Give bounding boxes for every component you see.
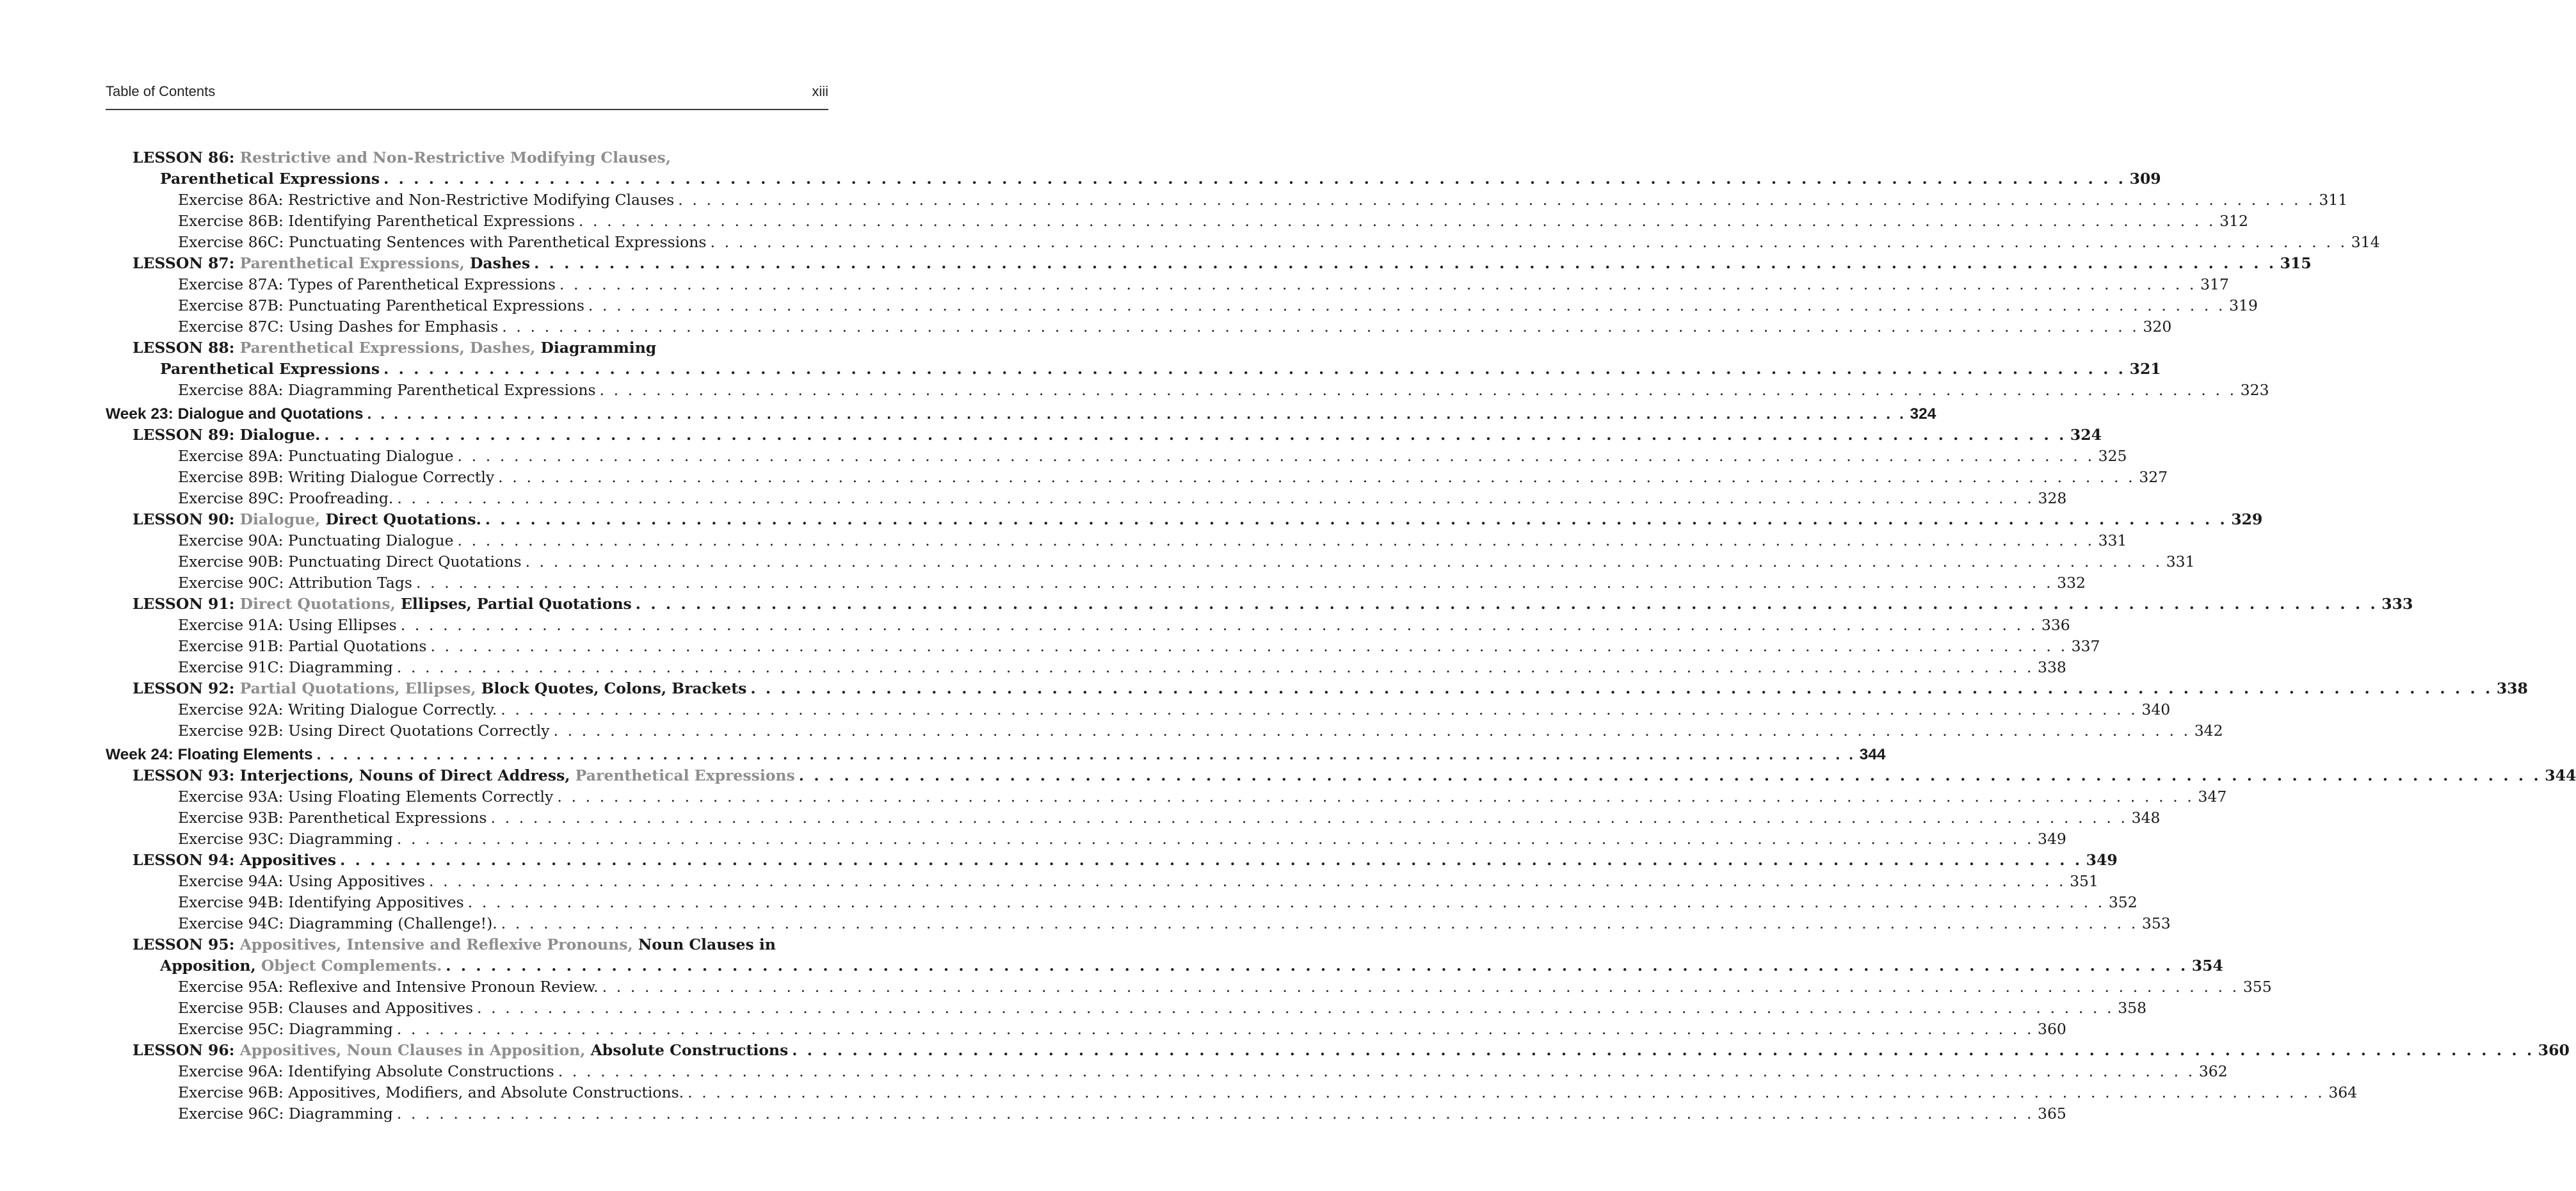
toc-exercise-entry[interactable] <box>106 998 2147 1019</box>
lesson-number: LESSON 96: <box>133 1041 235 1059</box>
entry-text: Exercise 92B: Using Direct Quotations Correctly <box>178 722 550 740</box>
dot-leader <box>397 1019 2034 1040</box>
running-header <box>106 83 828 110</box>
entry-text: Exercise 96B: Appositives, Modifiers, and Absolute Constructions. <box>178 1083 684 1101</box>
entry-text: Exercise 93C: Diagramming <box>178 830 393 848</box>
entry-title <box>106 744 313 765</box>
entry-title <box>178 636 426 657</box>
entry-title <box>178 720 550 741</box>
page-number: 351 <box>2070 872 2098 890</box>
entry-title <box>178 530 453 551</box>
toc-exercise-entry[interactable] <box>106 295 2258 316</box>
page-number: 337 <box>2071 637 2100 655</box>
lesson-number: LESSON 92: <box>133 679 235 697</box>
dot-leader <box>429 871 2066 892</box>
toc-exercise-entry[interactable] <box>106 572 2086 594</box>
entry-text: Exercise 96A: Identifying Absolute Constructions <box>178 1062 554 1080</box>
entry-title <box>178 657 393 678</box>
toc-lesson-entry[interactable] <box>106 594 2413 615</box>
lesson-number: LESSON 90: <box>133 510 235 528</box>
dot-leader <box>317 744 1856 765</box>
toc-exercise-entry[interactable] <box>106 551 2195 572</box>
page-number: 324 <box>1910 405 1936 423</box>
dot-leader <box>457 446 2094 467</box>
new-topics: Absolute Constructions <box>590 1041 789 1059</box>
toc-week-entry[interactable] <box>106 403 1936 425</box>
toc-exercise-entry[interactable] <box>106 211 2248 232</box>
entry-text: Exercise 93A: Using Floating Elements Correctly <box>178 788 554 806</box>
entry-text: Exercise 88A: Diagramming Parenthetical Expressions <box>178 381 596 399</box>
dot-leader <box>501 913 2138 934</box>
entry-title <box>178 807 487 829</box>
entry-text: Exercise 89C: Proofreading. <box>178 489 394 507</box>
entry-title <box>178 446 453 467</box>
toc-lesson-continuation[interactable] <box>106 955 2223 976</box>
lesson-number: LESSON 86: <box>133 149 235 166</box>
new-topics: Noun Clauses in <box>638 936 776 953</box>
page-number: 353 <box>2141 914 2171 932</box>
dot-leader <box>711 232 2347 253</box>
entry-text: Exercise 90C: Attribution Tags <box>178 574 412 592</box>
page-number: 344 <box>2545 766 2576 784</box>
entry-title <box>178 892 464 913</box>
entry-title <box>178 380 596 401</box>
page-number: 338 <box>2496 679 2528 697</box>
entry-text: Exercise 89B: Writing Dialogue Correctly <box>178 468 495 486</box>
dot-leader <box>397 657 2034 678</box>
dot-leader <box>383 359 2126 380</box>
toc-lesson-entry[interactable] <box>106 425 2102 446</box>
table-of-contents <box>106 147 2576 1124</box>
dot-leader <box>557 786 2194 807</box>
new-topics: Direct Quotations. <box>325 510 481 528</box>
entry-title <box>133 594 632 615</box>
entry-text: Exercise 94A: Using Appositives <box>178 872 425 890</box>
dot-leader <box>430 636 2067 657</box>
page-number: 349 <box>2038 830 2066 848</box>
new-topics: Parenthetical Expressions <box>160 170 380 188</box>
toc-exercise-entry[interactable] <box>106 871 2098 892</box>
review-topics: Dialogue, <box>239 510 321 528</box>
toc-exercise-entry[interactable] <box>106 657 2066 678</box>
entry-text: Exercise 86B: Identifying Parenthetical Expressions <box>178 212 575 230</box>
review-topics-trailing: Object Complements. <box>261 957 442 975</box>
toc-exercise-entry[interactable] <box>106 446 2127 467</box>
dot-leader <box>477 998 2114 1019</box>
dot-leader <box>554 720 2191 741</box>
new-topics: Diagramming <box>540 339 657 357</box>
toc-lesson-entry[interactable] <box>106 934 828 955</box>
entry-text: Exercise 86A: Restrictive and Non-Restrictive Modifying Clauses <box>178 191 675 209</box>
toc-exercise-entry[interactable] <box>106 720 2223 741</box>
toc-exercise-entry[interactable] <box>106 530 2127 551</box>
entry-title <box>178 274 556 295</box>
page-number: 327 <box>2139 468 2168 486</box>
entry-text: Week 24: Floating Elements <box>106 746 313 763</box>
entry-title <box>178 488 393 509</box>
dot-leader <box>678 190 2315 211</box>
entry-title <box>133 850 336 871</box>
dot-leader <box>367 403 1906 425</box>
entry-title <box>178 829 393 850</box>
entry-title <box>178 1019 393 1040</box>
entry-title <box>178 1103 393 1124</box>
entry-title <box>133 678 746 699</box>
review-topics: Partial Quotations, Ellipses, <box>239 679 476 697</box>
dot-leader <box>602 976 2239 998</box>
lesson-number: LESSON 89: <box>133 426 235 444</box>
toc-exercise-entry[interactable] <box>106 786 2227 807</box>
entry-text: Exercise 93B: Parenthetical Expressions <box>178 809 487 827</box>
entry-text: Exercise 95A: Reflexive and Intensive Pronoun Review. <box>178 978 599 996</box>
entry-text: Exercise 94B: Identifying Appositives <box>178 893 464 911</box>
toc-lesson-entry[interactable] <box>106 850 2118 871</box>
dot-leader <box>340 850 2082 871</box>
review-topics: Appositives, Noun Clauses in Apposition, <box>239 1041 586 1059</box>
page-number: 311 <box>2319 191 2348 209</box>
entry-title <box>133 337 656 359</box>
lesson-number: LESSON 88: <box>133 339 235 357</box>
header-title: Table of Contents <box>106 83 216 99</box>
page-number: 317 <box>2200 275 2229 293</box>
toc-lesson-entry[interactable] <box>106 509 2263 530</box>
page-number: 355 <box>2242 978 2272 996</box>
review-topics-trailing: Parenthetical Expressions <box>575 766 795 784</box>
dot-leader <box>688 1082 2324 1103</box>
entry-title <box>178 211 575 232</box>
entry-text: Week 23: Dialogue and Quotations <box>106 405 364 423</box>
dot-leader <box>600 380 2237 401</box>
dot-leader <box>416 572 2053 594</box>
entry-text: Exercise 95C: Diagramming <box>178 1020 393 1038</box>
page-number: 328 <box>2038 489 2067 507</box>
toc-exercise-entry[interactable] <box>106 913 2171 934</box>
new-topics: Dialogue. <box>239 426 321 444</box>
entry-title <box>178 572 412 594</box>
page-number: 331 <box>2098 531 2127 549</box>
page-number: 329 <box>2231 510 2263 528</box>
page-number: 338 <box>2038 658 2066 676</box>
toc-exercise-entry[interactable] <box>106 976 2272 998</box>
new-topics: Apposition, <box>160 957 256 975</box>
new-topics: Interjections, Nouns of Direct Address, <box>239 766 570 784</box>
entry-title <box>178 699 497 720</box>
page-number: 352 <box>2108 893 2137 911</box>
new-topics: Dashes <box>470 254 531 272</box>
entry-text: Exercise 91C: Diagramming <box>178 658 393 676</box>
dot-leader <box>485 509 2228 530</box>
dot-leader <box>490 807 2127 829</box>
review-topics: Parenthetical Expressions, <box>239 254 465 272</box>
entry-title <box>178 871 425 892</box>
page-number: 354 <box>2191 957 2223 975</box>
dot-leader <box>501 699 2137 720</box>
page-number: 344 <box>1859 746 1886 763</box>
page-number: 331 <box>2166 553 2195 571</box>
dot-leader <box>397 1103 2034 1124</box>
dot-leader <box>799 765 2541 786</box>
entry-text: Exercise 87A: Types of Parenthetical Expressions <box>178 275 556 293</box>
toc-exercise-entry[interactable] <box>106 1082 2358 1103</box>
lesson-number: LESSON 95: <box>133 936 235 953</box>
dot-leader <box>468 892 2105 913</box>
entry-title <box>178 1082 684 1103</box>
review-topics: Appositives, Intensive and Reflexive Pronouns, <box>239 936 633 953</box>
toc-exercise-entry[interactable] <box>106 699 2171 720</box>
page-number: 349 <box>2086 851 2118 869</box>
entry-text: Exercise 91B: Partial Quotations <box>178 637 427 655</box>
dot-leader <box>397 829 2034 850</box>
entry-title <box>178 467 494 488</box>
dot-leader <box>559 274 2196 295</box>
new-topics: Ellipses, Partial Quotations <box>401 595 632 613</box>
toc-exercise-entry[interactable] <box>106 892 2137 913</box>
dot-leader <box>526 551 2162 572</box>
page-number: 333 <box>2381 595 2413 613</box>
page-number: 362 <box>2198 1062 2228 1080</box>
page-number: 325 <box>2098 447 2127 465</box>
entry-title <box>133 765 795 786</box>
entry-title <box>178 615 397 636</box>
entry-text: Exercise 95B: Clauses and Appositives <box>178 999 474 1017</box>
dot-leader <box>383 168 2126 190</box>
toc-exercise-entry[interactable] <box>106 1103 2066 1124</box>
toc-lesson-entry[interactable] <box>106 253 2312 274</box>
page-number: 319 <box>2229 296 2258 314</box>
toc-lesson-entry[interactable] <box>106 765 2576 786</box>
entry-text: Exercise 92A: Writing Dialogue Correctly. <box>178 701 497 718</box>
dot-leader <box>558 1061 2195 1082</box>
toc-lesson-entry[interactable] <box>106 147 828 168</box>
page-number: 348 <box>2131 809 2161 827</box>
page-number: 324 <box>2070 426 2102 444</box>
toc-lesson-continuation[interactable] <box>106 168 2161 190</box>
lesson-number: LESSON 93: <box>133 766 235 784</box>
toc-exercise-entry[interactable] <box>106 190 2348 211</box>
toc-exercise-entry[interactable] <box>106 807 2161 829</box>
entry-text: Exercise 91A: Using Ellipses <box>178 616 397 634</box>
entry-title <box>133 253 530 274</box>
entry-text: Exercise 96C: Diagramming <box>178 1105 393 1122</box>
toc-exercise-entry[interactable] <box>106 380 2269 401</box>
toc-exercise-entry[interactable] <box>106 1061 2228 1082</box>
review-topics: Parenthetical Expressions, Dashes, <box>239 339 536 357</box>
entry-title <box>160 955 442 976</box>
page-number: 364 <box>2328 1083 2358 1101</box>
entry-title <box>160 168 380 190</box>
entry-title <box>178 295 584 316</box>
entry-title <box>160 359 380 380</box>
toc-exercise-entry[interactable] <box>106 1019 2066 1040</box>
dot-leader <box>579 211 2216 232</box>
entry-title <box>178 913 497 934</box>
entry-title <box>178 998 473 1019</box>
entry-title <box>178 551 522 572</box>
page-number: 321 <box>2129 360 2161 378</box>
dot-leader <box>446 955 2188 976</box>
toc-exercise-entry[interactable] <box>106 232 2380 253</box>
page-number: 342 <box>2194 722 2223 740</box>
lesson-number: LESSON 94: <box>133 851 235 869</box>
dot-leader <box>792 1040 2534 1061</box>
toc-week-entry[interactable] <box>106 744 1886 765</box>
toc-lesson-entry[interactable] <box>106 1040 2570 1061</box>
page-number: 358 <box>2118 999 2147 1017</box>
dot-leader <box>457 530 2094 551</box>
new-topics: Appositives <box>239 851 337 869</box>
page-number: 320 <box>2143 318 2172 336</box>
toc-lesson-continuation[interactable] <box>106 359 2161 380</box>
entry-title <box>178 232 707 253</box>
toc-exercise-entry[interactable] <box>106 316 2172 337</box>
entry-title <box>178 786 553 807</box>
entry-title <box>178 1061 554 1082</box>
page-number: 332 <box>2057 574 2086 592</box>
entry-text: Exercise 87B: Punctuating Parenthetical Expressions <box>178 296 584 314</box>
entry-text: Exercise 90B: Punctuating Direct Quotations <box>178 553 522 571</box>
dot-leader <box>324 425 2066 446</box>
toc-exercise-entry[interactable] <box>106 615 2070 636</box>
entry-title <box>106 403 364 425</box>
toc-lesson-entry[interactable] <box>106 337 828 359</box>
entry-title <box>133 1040 788 1061</box>
page-number: 315 <box>2280 254 2312 272</box>
dot-leader <box>401 615 2038 636</box>
entry-title <box>178 190 674 211</box>
page-number: 347 <box>2198 788 2227 806</box>
review-topics: Restrictive and Non-Restrictive Modifying Clauses, <box>239 149 671 166</box>
page-number: 360 <box>2038 1020 2066 1038</box>
lesson-number: LESSON 91: <box>133 595 235 613</box>
new-topics: Parenthetical Expressions <box>160 360 380 378</box>
review-topics: Direct Quotations, <box>239 595 396 613</box>
page-number: 360 <box>2538 1041 2570 1059</box>
page-number: 309 <box>2129 170 2161 188</box>
page-number: 336 <box>2041 616 2070 634</box>
dot-leader <box>636 594 2378 615</box>
toc-exercise-entry[interactable] <box>106 829 2066 850</box>
toc-exercise-entry[interactable] <box>106 467 2168 488</box>
dot-leader <box>498 467 2135 488</box>
dot-leader <box>750 678 2493 699</box>
toc-exercise-entry[interactable] <box>106 274 2229 295</box>
page-number: 314 <box>2351 233 2380 251</box>
page-number: 312 <box>2219 212 2248 230</box>
entry-title <box>133 425 320 446</box>
dot-leader <box>502 316 2139 337</box>
lesson-number: LESSON 87: <box>133 254 235 272</box>
entry-title <box>178 316 498 337</box>
entry-text: Exercise 87C: Using Dashes for Emphasis <box>178 318 499 336</box>
entry-title <box>133 934 776 955</box>
dot-leader <box>588 295 2225 316</box>
dot-leader <box>397 488 2034 509</box>
entry-text: Exercise 89A: Punctuating Dialogue <box>178 447 454 465</box>
toc-lesson-entry[interactable] <box>106 678 2528 699</box>
entry-text: Exercise 94C: Diagramming (Challenge!). <box>178 914 497 932</box>
entry-title <box>133 147 671 168</box>
header-page-number: xiii <box>812 83 828 99</box>
entry-text: Exercise 90A: Punctuating Dialogue <box>178 531 454 549</box>
toc-exercise-entry[interactable] <box>106 488 2067 509</box>
entry-title <box>133 509 481 530</box>
page-number: 340 <box>2141 701 2171 718</box>
page-number: 365 <box>2038 1105 2066 1122</box>
page-number: 323 <box>2240 381 2269 399</box>
dot-leader <box>534 253 2276 274</box>
entry-text: Exercise 86C: Punctuating Sentences with Parenthetical Expressions <box>178 233 707 251</box>
new-topics: Block Quotes, Colons, Brackets <box>481 679 747 697</box>
toc-exercise-entry[interactable] <box>106 636 2100 657</box>
entry-title <box>178 976 599 998</box>
